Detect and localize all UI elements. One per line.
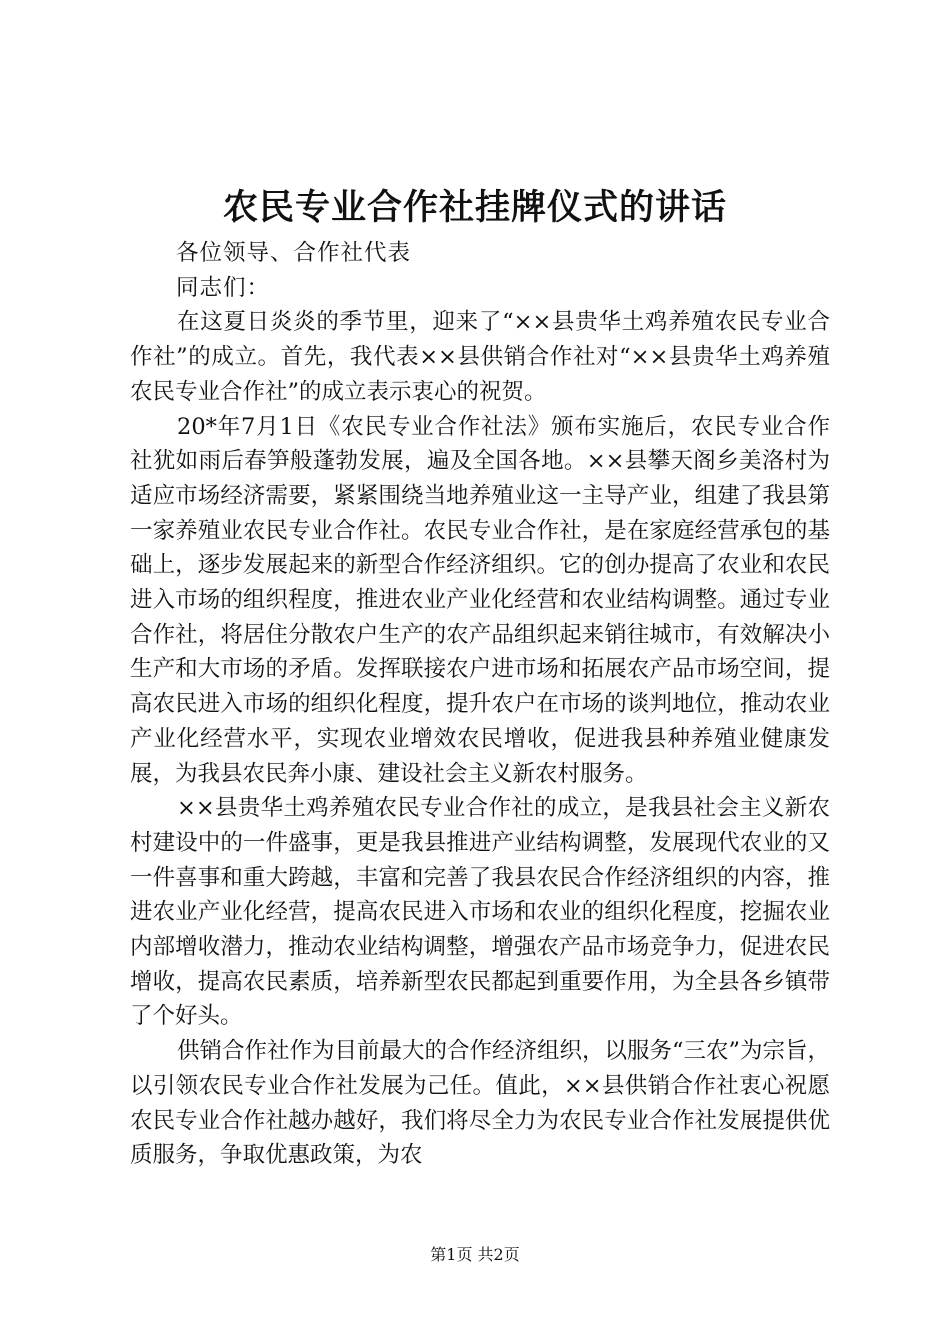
paragraph-law-background: 20*年7月1日《农民专业合作社法》颁布实施后，农民专业合作社犹如雨后春笋般蓬勃发展，遍及全国各地。××县攀天阁乡美洛村为适应市场经济需要，紧紧围绕当地养殖业这一主导产业，组建了我县第一家养殖业农民专业合作社。农民专业合作社，是在家庭经营承包的基础上，逐步发展起来的新型合作经济组织。它的创办提高了农业和农民进入市场的组织程度，推进农业产业化经营和农业结构调整。通过专业合作社，将居住分散农户生产的农产品组织起来销往城市，有效解决小生产和大市场的矛盾。发挥联接农户进市场和拓展农产品市场空间，提高农民进入市场的组织化程度，提升农户在市场的谈判地位，推动农业产业化经营水平，实现农业增效农民增收，促进我县种养殖业健康发展，为我县农民奔小康、建设社会主义新农村服务。: [130, 413, 830, 787]
document-body: [130, 236, 830, 1173]
paragraph-supply-cooperative: 供销合作社作为目前最大的合作经济组织，以服务“三农”为宗旨，以引领农民专业合作社发展为己任。值此，××县供销合作社衷心祝愿农民专业合作社越办越好，我们将尽全力为农民专业合作社发展提供优质服务，争取优惠政策，为农: [130, 1038, 831, 1169]
paragraph-opening: 在这夏日炎炎的季节里，迎来了“××县贵华土鸡养殖农民专业合作社”的成立。首先，我代表××县供销合作社对“××县贵华土鸡养殖农民专业合作社”的成立表示衷心的祝贺。: [130, 309, 830, 405]
salutation-comrades: 同志们：: [176, 274, 271, 301]
page-number-footer: 第1页 共2页: [430, 1245, 520, 1264]
salutation-leaders: 各位领导、合作社代表: [176, 240, 412, 266]
paragraph-significance: ××县贵华土鸡养殖农民专业合作社的成立，是我县社会主义新农村建设中的一件盛事，更是我县推进产业结构调整，发展现代农业的又一件喜事和重大跨越，丰富和完善了我县农民合作经济组织的内容，推进农业产业化经营，提高农民进入市场和农业的组织化程度，挖掘农业内部增收潜力，推动农业结构调整，增强农产品市场竞争力，促进农民增收，提高农民素质，培养新型农民都起到重要作用，为全县各乡镇带了个好头。: [130, 795, 830, 1030]
document-title: 农民专业合作社挂牌仪式的讲话: [222, 187, 727, 228]
